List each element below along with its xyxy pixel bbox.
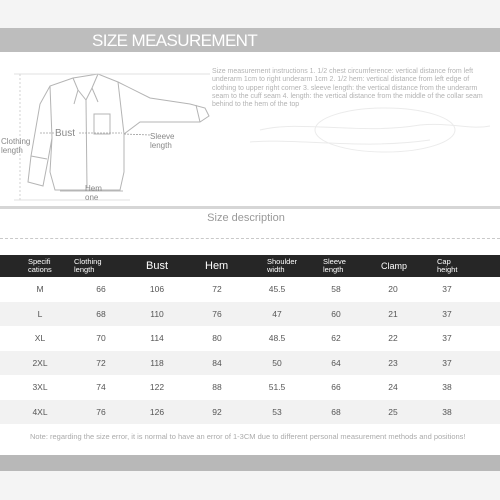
cell-sleeve-length: 58 [331,284,341,294]
cell-shoulder-width: 50 [272,357,282,368]
column-header-cap-height: Cap height [437,257,458,274]
clothing-length-label: Clothing length [1,137,31,155]
cell-shoulder-width: 48.5 [268,333,286,343]
cell-bust: 126 [149,406,165,417]
cell-cap-height: 37 [442,308,452,319]
column-header-shoulder-width: Shoulder width [267,257,298,274]
cell-bust: 106 [149,284,165,294]
cell-shoulder-width: 51.5 [268,382,286,392]
cell-clamp: 21 [388,308,398,319]
cell-shoulder-width: 45.5 [268,284,286,294]
cell-sleeve-length: 62 [331,333,341,343]
size-table-header [0,255,500,277]
bust-label: Bust [55,128,76,139]
table-row [0,277,500,301]
cell-sleeve-length: 66 [331,382,341,392]
cell-clothing-length: 76 [96,406,106,417]
bottom-margin [0,471,500,500]
cell-clothing-length: 72 [96,357,106,368]
cell-sleeve-length: 68 [331,406,341,417]
measurement-instructions: Size measurement instructions 1. 1/2 chest circumference: vertical distance from left underarm 1cm to right underarm 1cm 2. 1/2 hem: vertical distance from left edge of clothing to upper right corner 3. sleeve length: the vertical distance from the underarm seam to the cuff seam 4. length: the vertical distance from the middle of the collar seam behind to the hem of the top [212,68,483,109]
dashed-divider [0,238,500,239]
cell-clamp: 24 [388,382,398,392]
cell-hem: 72 [212,284,222,294]
sleeve-length-label: Sleeve length [150,132,175,150]
column-header-clothing-length: Clothing length [74,257,102,274]
cell-size: 4XL [32,406,48,417]
cell-clamp: 22 [388,333,398,343]
cell-shoulder-width: 47 [272,308,282,319]
cell-size: 2XL [32,357,48,368]
cell-cap-height: 37 [442,284,452,294]
table-row [0,326,500,350]
table-row [0,302,500,326]
cell-hem: 76 [212,308,222,319]
page-title: SIZE MEASUREMENT [92,31,258,50]
divider [0,206,500,209]
cell-clamp: 23 [388,357,398,368]
hem-label: Hem one [85,184,102,202]
cell-clamp: 20 [388,284,398,294]
column-header-sleeve-length: Sleeve length [323,257,346,274]
cell-size: 3XL [32,382,48,392]
cell-clothing-length: 66 [96,284,106,294]
cell-bust: 122 [149,382,165,392]
cell-clothing-length: 70 [96,333,106,343]
cell-shoulder-width: 53 [272,406,282,417]
table-row [0,375,500,399]
cell-clothing-length: 74 [96,382,106,392]
top-margin [0,0,500,28]
column-header-bust: Bust [146,260,169,272]
cell-cap-height: 38 [442,406,452,417]
cell-bust: 118 [150,357,164,368]
cell-bust: 110 [150,308,164,319]
cell-bust: 114 [150,333,164,343]
footer-bar [0,455,500,471]
section-title: Size description [207,212,285,224]
cell-size: XL [34,333,46,343]
cell-cap-height: 37 [442,357,452,368]
cell-hem: 92 [212,406,222,417]
cell-hem: 88 [212,382,222,392]
column-header-hem: Hem [205,260,229,272]
cell-cap-height: 38 [442,382,452,392]
header-bar [0,28,500,52]
cell-size: M [36,284,44,294]
cell-sleeve-length: 64 [331,357,341,368]
table-row [0,400,500,424]
cell-clamp: 25 [388,406,398,417]
column-header-specifications: Specifi cations [28,257,52,274]
cell-size: L [37,308,43,319]
cell-clothing-length: 68 [96,308,106,319]
cell-hem: 80 [212,333,222,343]
cell-hem: 84 [212,357,222,368]
cell-sleeve-length: 60 [331,308,341,319]
column-header-clamp: Clamp [381,261,408,271]
size-error-note: Note: regarding the size error, it is normal to have an error of 1-3CM due to different personal measurement methods and positions! [30,432,466,441]
cell-cap-height: 37 [442,333,452,343]
table-row [0,351,500,375]
